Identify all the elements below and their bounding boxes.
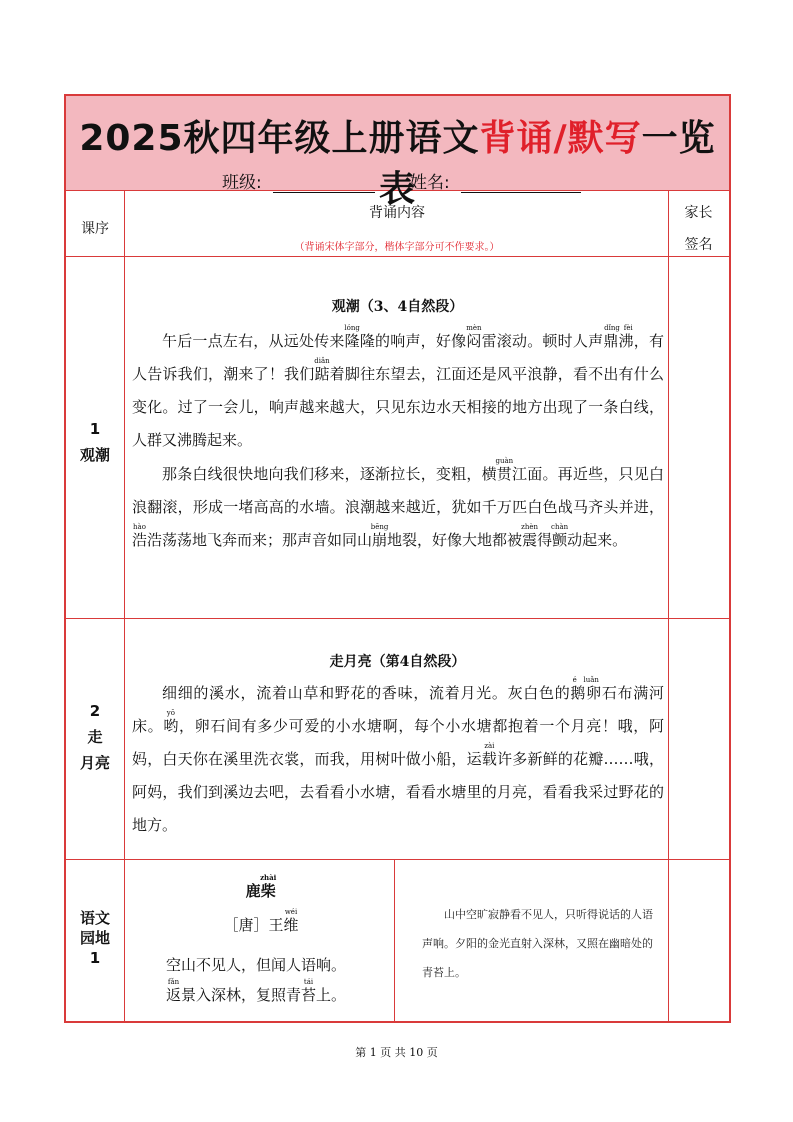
lesson-number: 1 [89, 420, 101, 438]
poem-translation: 山中空旷寂静看不见人，只听得说话的人语声响。夕阳的金光直射入深林，又照在幽暗处的青苔上。 [422, 908, 653, 979]
page-title [66, 110, 729, 212]
page-footer: 第 1 页 共 10 页 [355, 1046, 438, 1059]
grid-line [66, 256, 729, 257]
name-blank[interactable] [461, 176, 581, 193]
col-lesson-header: 课序 [81, 221, 109, 237]
grid-line [124, 190, 125, 1021]
poem-line-2: 返fǎn景入深林，复照青苔tái上。 [166, 978, 347, 1004]
passage-zouyueliang: 细细的溪水，流着山草和野花的香味，流着月光。灰白色的鹅卵é luǎn石布满河床。哟yō，卵石间有多少可爱的小水塘啊，每个小水塘都抱着一个月亮！哦，阿妈，白天你在溪里洗衣裳，而我，用树叶做小船，运载zài许多新鲜的花瓣……哦，阿妈，我们到溪边去吧，去看看小水塘，看看水塘里的月亮，看看我采过野花的地方。 [132, 676, 664, 834]
lesson-name-line1: 走 [87, 728, 103, 746]
lesson-name: 观潮 [79, 446, 110, 464]
name-field[interactable] [410, 168, 581, 193]
title-suffix: 一览表 [378, 118, 716, 210]
col-sign-line1: 家长 [684, 205, 713, 221]
poem-line-1: 空山不见人，但闻人语响。 [166, 956, 347, 974]
table-header [66, 96, 729, 210]
section-title: 观潮（3、4自然段） [331, 299, 464, 315]
col-sign-line2: 签名 [684, 237, 713, 253]
lesson-3-label [66, 908, 124, 968]
class-label: 班级: [222, 173, 262, 193]
lesson-number: 2 [89, 702, 101, 720]
poem-author: ［唐］王维wéi [223, 908, 299, 934]
lesson-1-label [66, 416, 124, 468]
name-label: 姓名: [410, 173, 450, 193]
title-highlight: 背诵/默写 [479, 118, 642, 159]
passage-guanchao: 午后一点左右，从远处传来隆lóng隆的响声，好像闷mèn雷滚动。顿时人声鼎沸dǐng fèi，有人告诉我们，潮来了！我们踮diǎn着脚往东望去，江面还是风平浪静，看不出有什么变化。过了一会儿，响声越来越大，只见东边水天相接的地方出现了一条白线，人群又沸腾起来。 那条白线很快地向我们移来，逐渐拉长，变粗，横贯guàn江面。再近些，只见白浪翻滚，形成一堵高高的水墙。浪潮越来越近，犹如千万匹白色战马齐头并进，浩hào浩荡荡地飞奔而来；那声音如同山崩bēng地裂，好像大地都被震zhèn得颤chàn动起来。 [132, 324, 664, 549]
lesson-2-label [66, 698, 124, 776]
poem-title: 鹿柴zhài [245, 873, 277, 900]
col-content-header: 背诵内容 [369, 205, 425, 221]
recitation-table [64, 94, 731, 1023]
title-prefix: 2025秋四年级上册语文 [79, 118, 480, 159]
class-blank[interactable] [273, 176, 375, 193]
content-note: （背诵宋体字部分，楷体字部分可不作要求。） [294, 242, 500, 253]
lesson-name-line2: 园地 [79, 929, 110, 947]
lesson-name-line2: 月亮 [79, 754, 110, 772]
class-field[interactable] [222, 168, 375, 193]
section-title: 走月亮（第4自然段） [329, 654, 466, 670]
lesson-number: 1 [89, 949, 101, 967]
lesson-name-line1: 语文 [79, 909, 110, 927]
grid-line [66, 859, 729, 860]
grid-line [66, 618, 729, 619]
